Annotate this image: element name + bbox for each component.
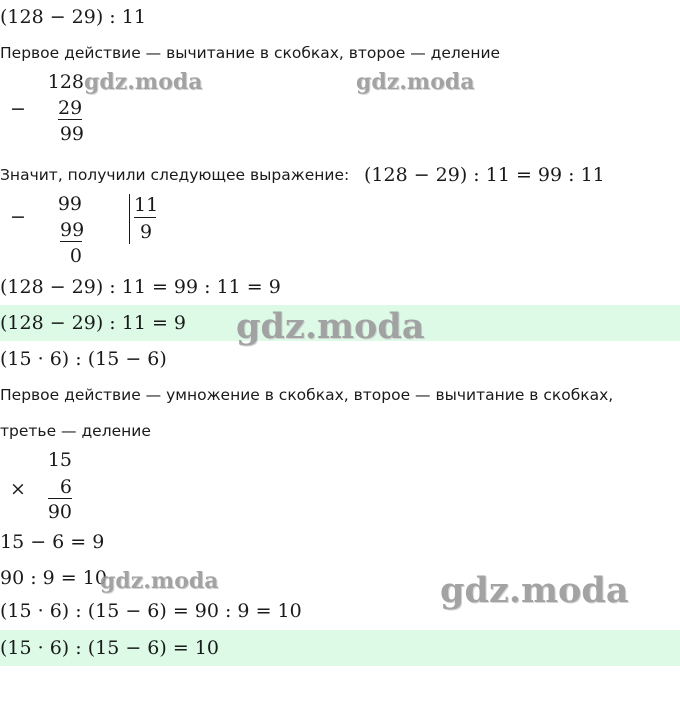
watermark: gdz.moda (356, 69, 475, 95)
div-subtracted: 99 (60, 219, 85, 241)
watermark: gdz.moda (100, 568, 219, 594)
mul-operator: × (10, 478, 26, 500)
task2-order-text-2: третье — деление (0, 422, 151, 440)
mul-factor-1: 15 (47, 449, 72, 471)
task1-intermediate-text: Значит, получили следующее выражение: (0, 166, 350, 184)
task2-order-text-1: Первое действие — умножение в скобках, второе — вычитание в скобках, (0, 386, 614, 404)
task1-order-text: Первое действие — вычитание в скобках, второе — деление (0, 44, 501, 62)
div-divisor: 11 (134, 194, 159, 216)
division-bar (129, 194, 130, 244)
sub-subtrahend: 29 (58, 97, 83, 119)
div-operator: − (10, 206, 26, 228)
div-quotient: 9 (140, 221, 153, 243)
task1-intermediate-expression: (128 − 29) : 11 = 99 : 11 (364, 164, 605, 186)
task1-expression: (128 − 29) : 11 (0, 6, 146, 28)
sub-result: 99 (59, 123, 84, 145)
div-dividend: 99 (57, 193, 82, 215)
mul-result: 90 (47, 501, 72, 523)
div-remainder: 0 (69, 245, 82, 267)
sub-operator: − (10, 98, 26, 120)
task1-chain: (128 − 29) : 11 = 99 : 11 = 9 (0, 276, 281, 298)
task2-step3: 90 : 9 = 10 (0, 567, 107, 589)
task2-answer: (15 · 6) : (15 − 6) = 10 (0, 637, 219, 659)
watermark: gdz.moda (236, 306, 425, 347)
task2-step2: 15 − 6 = 9 (0, 531, 105, 553)
sub-minuend: 128 (47, 71, 84, 93)
watermark: gdz.moda (84, 69, 203, 95)
task1-answer: (128 − 29) : 11 = 9 (0, 312, 187, 334)
task2-expression: (15 · 6) : (15 − 6) (0, 348, 167, 370)
mul-factor-2: 6 (48, 476, 72, 499)
task2-chain: (15 · 6) : (15 − 6) = 90 : 9 = 10 (0, 600, 302, 622)
watermark: gdz.moda (440, 570, 629, 611)
